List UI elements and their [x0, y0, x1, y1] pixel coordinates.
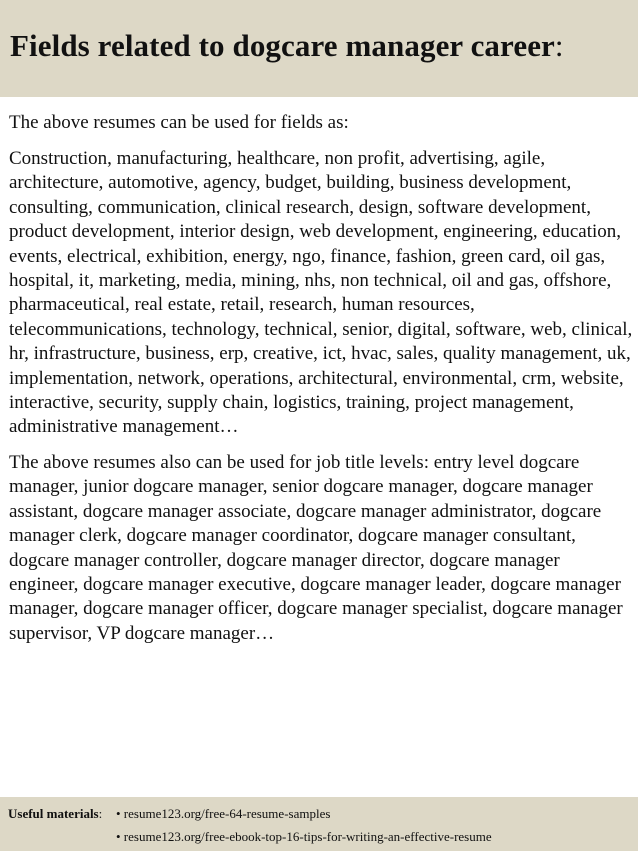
main-content — [9, 111, 633, 657]
footer-link-resume-samples[interactable]: • resume123.org/free-64-resume-samples — [116, 806, 331, 821]
footer-band — [0, 797, 638, 851]
page-title — [10, 28, 564, 64]
job-levels-paragraph: The above resumes also can be used for job title levels: entry level dogcare manager, junior dogcare manager, senior dogcare manager, dogcare manager assistant, dogcare manager associate, dogcare manager administrator, dogcare manager clerk, dogcare manager coordinator, dogcare manager consultant, dogcare manager controller, dogcare manager director, dogcare manager engineer, dogcare manager executive, dogcare manager leader, dogcare manager manager, dogcare manager officer, dogcare manager specialist, dogcare manager supervisor, VP dogcare manager… — [9, 451, 623, 644]
useful-materials-label-text: Useful materials — [8, 806, 99, 821]
useful-materials-label-suffix: : — [98, 806, 103, 821]
page-title-text: Fields related to dogcare manager career — [10, 28, 555, 63]
page-title-colon: : — [554, 28, 564, 63]
intro-text: The above resumes can be used for fields as: — [9, 112, 349, 133]
footer-link-ebook-tips[interactable]: • resume123.org/free-ebook-top-16-tips-for-writing-an-effective-resume — [116, 829, 492, 844]
header-band — [0, 0, 638, 97]
useful-materials-label — [8, 806, 102, 822]
fields-paragraph: Construction, manufacturing, healthcare, non profit, advertising, agile, architecture, automotive, agency, budget, building, business development, consulting, communication, clinical research, design, software development, product development, interior design, web development, engineering, education, events, electrical, exhibition, energy, ngo, finance, fashion, green card, oil gas, hospital, it, marketing, media, mining, nhs, non technical, oil and gas, offshore, pharmaceutical, real estate, retail, research, human resources, telecommunications, technology, technical, senior, digital, software, web, clinical, hr, infrastructure, business, erp, creative, ict, hvac, sales, quality management, uk, implementation, network, operations, architectural, environmental, crm, website, interactive, security, supply chain, logistics, training, project management, administrative management… — [9, 148, 633, 438]
